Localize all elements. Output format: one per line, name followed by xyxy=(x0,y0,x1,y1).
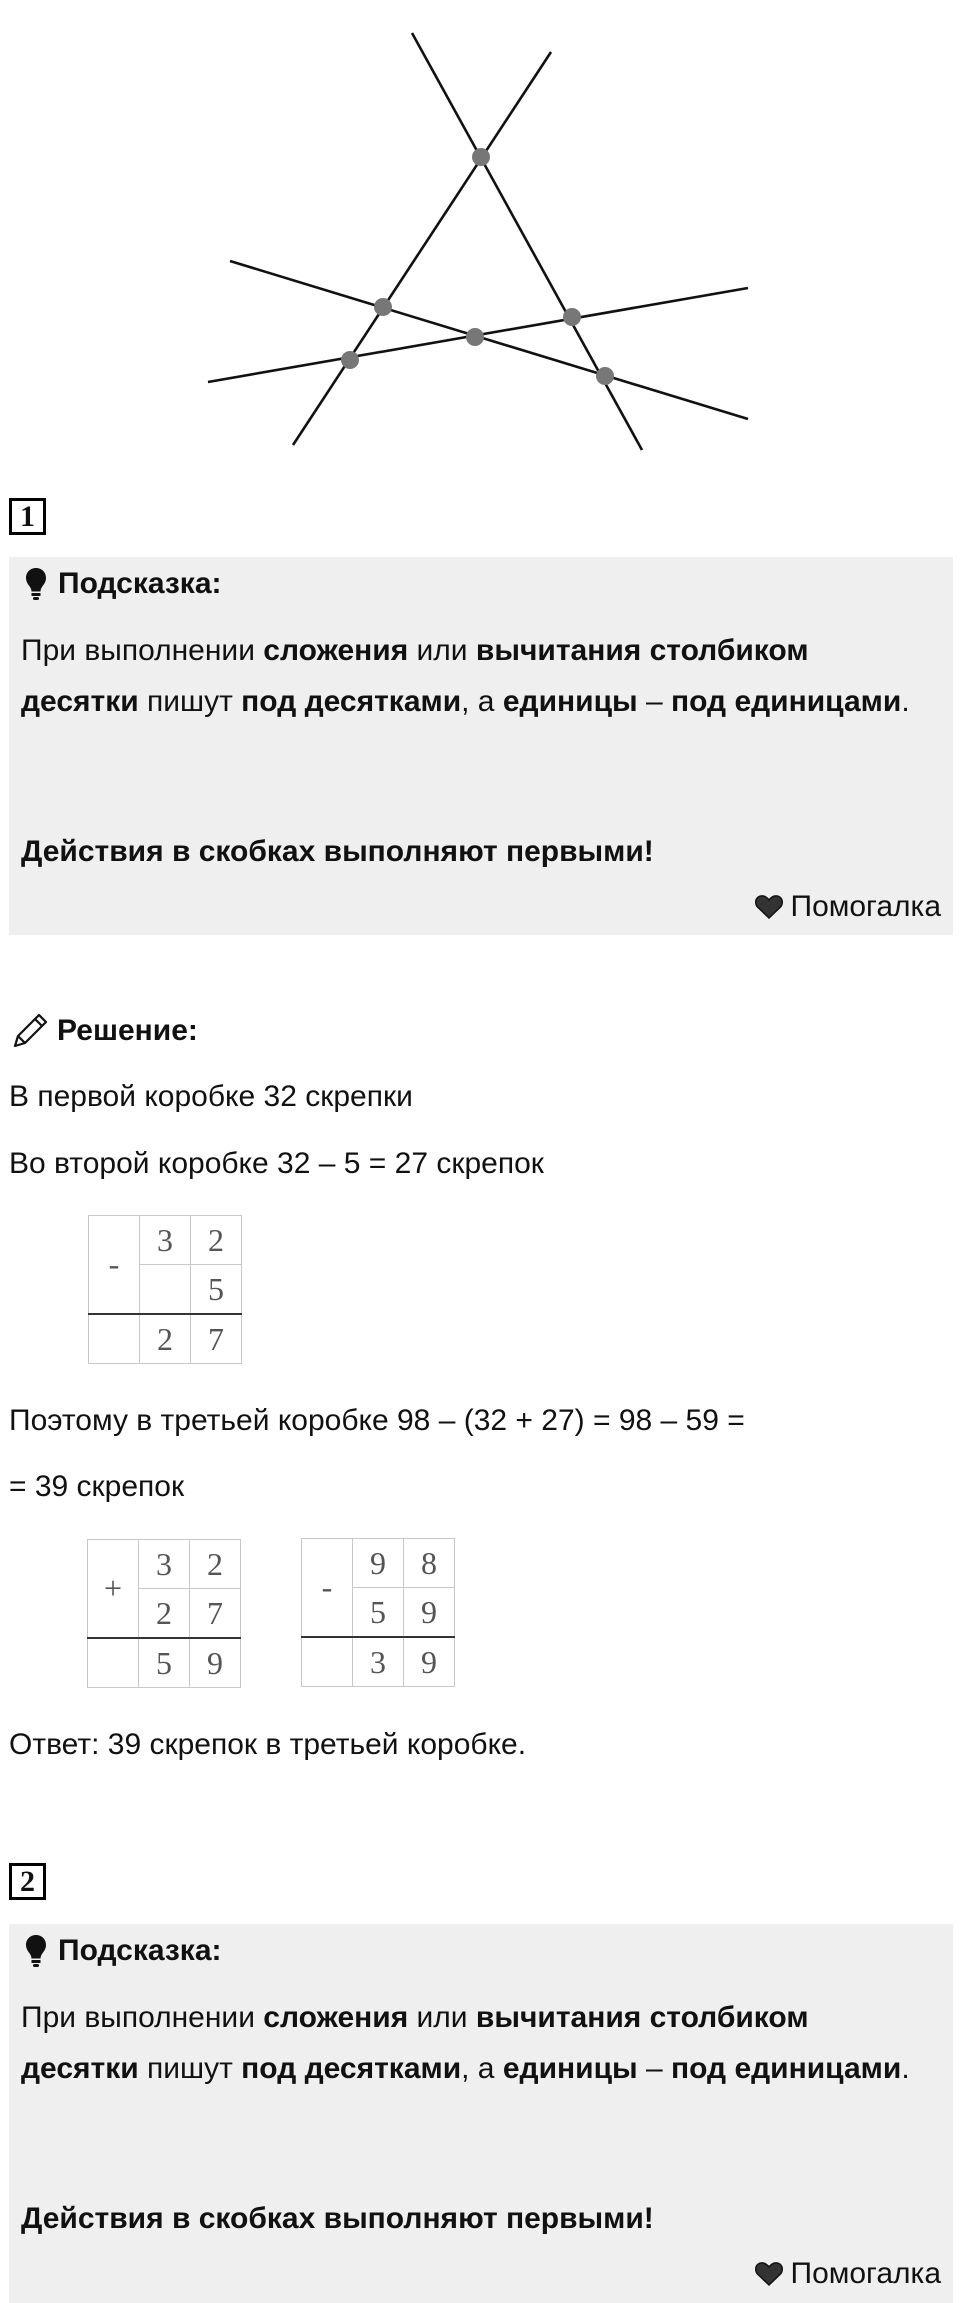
text-bold: под десятками xyxy=(241,685,462,718)
line-2 xyxy=(293,52,551,445)
hint-strong-text: Действия в скобках выполняют первыми! xyxy=(21,2202,654,2235)
hint-header xyxy=(24,569,222,599)
line-1 xyxy=(412,33,642,450)
text: . xyxy=(901,2052,910,2085)
point xyxy=(596,367,614,385)
task-number: 1 xyxy=(9,498,46,535)
text-bold: единицы xyxy=(502,2052,638,2085)
lines-diagram xyxy=(200,25,760,455)
text-bold: вычитания столбиком xyxy=(475,2001,809,2034)
point xyxy=(563,308,581,326)
digit: 2 xyxy=(140,1314,191,1364)
digit: 5 xyxy=(191,1265,242,1315)
hint-header xyxy=(24,1936,222,1966)
hint-box xyxy=(9,1924,953,2303)
point xyxy=(466,328,484,346)
column-subtraction-2 xyxy=(301,1538,455,1687)
empty-cell xyxy=(302,1637,353,1687)
text-bold: под xyxy=(671,685,727,718)
digit: 7 xyxy=(190,1589,241,1639)
text-bold: вычитания столбиком xyxy=(475,634,809,667)
solution-line-2: Во второй коробке 32 – 5 = 27 скрепок xyxy=(9,1147,544,1180)
hint-title: Подсказка: xyxy=(58,567,222,600)
digit: 9 xyxy=(404,1637,455,1687)
operator: + xyxy=(88,1540,139,1639)
text-bold: единицы xyxy=(502,685,638,718)
operator: - xyxy=(89,1216,140,1315)
task-number: 2 xyxy=(9,1863,46,1900)
pencil-icon xyxy=(9,1010,51,1052)
solution-header xyxy=(9,1010,198,1052)
credit-label: Помогалка xyxy=(790,890,941,923)
digit: 7 xyxy=(191,1314,242,1364)
digit: 8 xyxy=(404,1539,455,1588)
text: – xyxy=(637,685,671,718)
point xyxy=(341,351,359,369)
text-bold: единицами xyxy=(734,2052,902,2085)
text-bold: под десятками xyxy=(241,2052,462,2085)
solution-line-1: В первой коробке 32 скрепки xyxy=(9,1080,413,1113)
text: – xyxy=(637,2052,671,2085)
text: При выполнении xyxy=(21,2001,264,2034)
text-bold: десятки xyxy=(21,685,139,718)
digit: 2 xyxy=(139,1589,190,1639)
hint-title: Подсказка: xyxy=(58,1934,222,1967)
column-subtraction-1 xyxy=(88,1215,242,1364)
text: пишут xyxy=(138,2052,242,2085)
text-bold: единицами xyxy=(734,685,902,718)
solution-line-4: = 39 скрепок xyxy=(9,1470,185,1503)
text: , а xyxy=(461,685,503,718)
hint-strong-text: Действия в скобках выполняют первыми! xyxy=(21,835,654,868)
text: При выполнении xyxy=(21,634,264,667)
line-3 xyxy=(230,261,748,419)
column-addition xyxy=(87,1539,241,1688)
digit: 3 xyxy=(139,1540,190,1589)
point xyxy=(374,298,392,316)
text: пишут xyxy=(138,685,242,718)
text: . xyxy=(901,685,910,718)
digit: 2 xyxy=(191,1216,242,1265)
answer-line: Ответ: 39 скрепок в третьей коробке. xyxy=(9,1728,527,1761)
text-bold: сложения xyxy=(263,2001,409,2034)
heart-icon xyxy=(755,894,783,920)
hint-text xyxy=(21,625,933,727)
text-bold: сложения xyxy=(263,634,409,667)
hint-box xyxy=(9,557,953,935)
pomogalka-credit[interactable] xyxy=(755,890,942,924)
lightbulb-icon xyxy=(24,567,48,601)
text-bold: десятки xyxy=(21,2052,139,2085)
heart-icon xyxy=(755,2261,783,2287)
digit: 5 xyxy=(353,1588,404,1638)
digit: 5 xyxy=(139,1638,190,1688)
digit: 3 xyxy=(353,1637,404,1687)
credit-label: Помогалка xyxy=(790,2257,941,2290)
digit: 9 xyxy=(404,1588,455,1638)
empty-cell xyxy=(89,1314,140,1364)
text-bold: под xyxy=(671,2052,727,2085)
text: или xyxy=(408,634,476,667)
digit: 9 xyxy=(353,1539,404,1588)
solution-title: Решение: xyxy=(57,1014,198,1047)
digit xyxy=(140,1265,191,1315)
digit: 3 xyxy=(140,1216,191,1265)
text: , а xyxy=(461,2052,503,2085)
lightbulb-icon xyxy=(24,1934,48,1968)
text: или xyxy=(408,2001,476,2034)
pomogalka-credit[interactable] xyxy=(755,2257,942,2291)
digit: 2 xyxy=(190,1540,241,1589)
hint-text xyxy=(21,1992,933,2094)
empty-cell xyxy=(88,1638,139,1688)
point xyxy=(472,148,490,166)
digit: 9 xyxy=(190,1638,241,1688)
operator: - xyxy=(302,1539,353,1638)
solution-line-3: Поэтому в третьей коробке 98 – (32 + 27) = 98 – 59 = xyxy=(9,1404,745,1437)
